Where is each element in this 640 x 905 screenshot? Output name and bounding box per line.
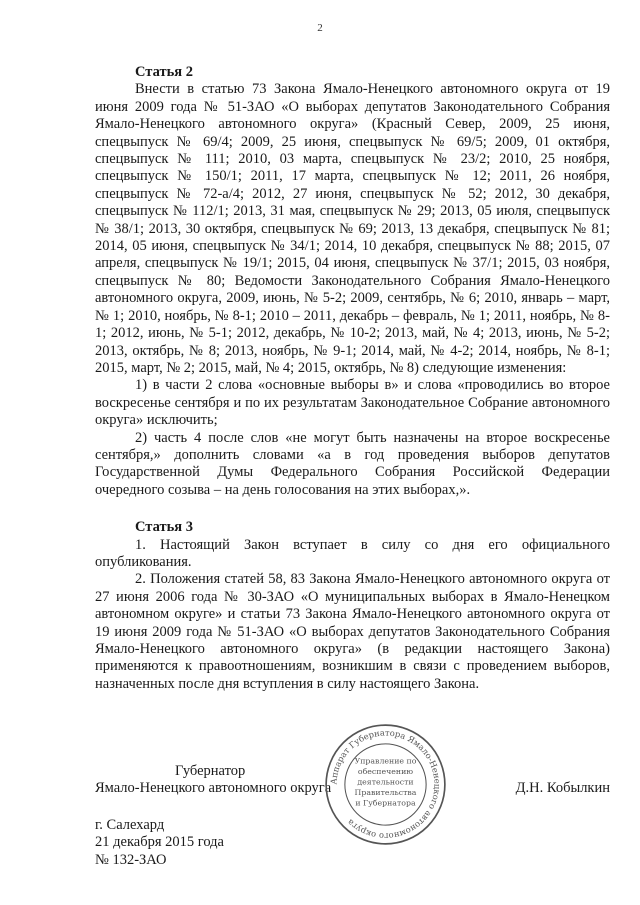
article-2-item-2: 2) часть 4 после слов «не могут быть назначены на второе воскресенье сентября,» дополнить словами «а в год проведения выборов депутатов Государственной Думы Федерального Собрания Российской Федерации очередного созыва – на день голосования на этих выборах,». xyxy=(95,429,610,498)
signatory-name: Д.Н. Кобылкин xyxy=(515,780,610,797)
seal-center-line-4: Правительства xyxy=(354,787,417,797)
article-3-title: Статья 3 xyxy=(135,519,193,536)
document-body xyxy=(95,64,610,713)
footer-law-number: № 132-ЗАО xyxy=(95,851,167,868)
seal-center-line-2: обеспечению xyxy=(357,767,414,777)
seal-center-line-5: и Губернатора xyxy=(355,798,416,808)
article-2-title: Статья 2 xyxy=(135,64,193,80)
page-number: 2 xyxy=(317,22,323,34)
signature-role-line-1: Губернатор xyxy=(175,763,246,779)
seal-ring-text: Аппарат Губернатора Ямало-Ненецкого автономного округа xyxy=(328,727,443,842)
article-2-intro: Внести в статью 73 Закона Ямало-Ненецкого автономного округа от 19 июня 2009 года № 51-ЗАО «О выборах депутатов Законодательного Собрания Ямало-Ненецкого автономного округа» (Красный Север, 2009, 25 июня, спецвыпуск № 69/4; 2009, 25 июня, спецвыпуск № 69/5; 2009, 01 октября, спецвыпуск № 111; 2010, 03 марта, спецвыпуск № 23/2; 2010, 25 ноября, спецвыпуск № 150/1; 2011, 17 марта, спецвыпуск № 12; 2011, 26 ноября, спецвыпуск № 72-а/4; 2012, 27 июня, спецвыпуск № 52; 2012, 30 декабря, спецвыпуск № 112/1; 2013, 31 мая, спецвыпуск № 29; 2013, 05 июля, спецвыпуск № 38/1; 2013, 30 октября, спецвыпуск № 69; 2013, 13 декабря, спецвыпуск № 81; 2014, 05 июня, спецвыпуск № 34/1; 2014, 10 декабря, спецвыпуск № 88; 2015, 07 апреля, спецвыпуск № 19/1; 2015, 04 июня, спецвыпуск № 37/1; 2015, 03 ноября, спецвыпуск № 80; Ведомости Законодательного Собрания Ямало-Ненецкого автономного округа, 2009, июнь, № 5-2; 2009, сентябрь, № 6; 2010, январь – март, № 1; 2010, ноябрь, № 8-1; 2010 – 2011, декабрь – февраль, № 1; 2011, ноябрь, № 8-1; 2012, июнь, № 5-1; 2012, декабрь, № 10-2; 2013, май, № 4; 2013, июнь, № 5-2; 2013, октябрь, № 8; 2013, ноябрь, № 9-1; 2014, май, № 4-2; 2014, ноябрь, № 8-1; 2015, март, № 2; 2015, май, № 4; 2015, октябрь, № 8) следующие изменения: xyxy=(95,81,610,376)
article-3-section xyxy=(95,519,610,693)
seal-center-line-1: Управление по xyxy=(354,756,417,766)
seal-center-line-3: деятельности xyxy=(357,777,414,787)
document-footer xyxy=(95,817,224,869)
article-3-paragraph-2: 2. Положения статей 58, 83 Закона Ямало-Ненецкого автономного округа от 27 июня 2006 года № 30-ЗАО «О муниципальных выборах в Ямало-Ненецком автономном округе» и статьи 73 Закона Ямало-Ненецкого автономного округа от 19 июня 2009 года № 51-ЗАО «О выборах депутатов Законодательного Собрания Ямало-Ненецкого автономного округа» (в редакции настоящего Закона) применяются к правоотношениям, возникшим в связи с проведением выборов, назначенных после дня вступления в силу настоящего Закона. xyxy=(95,571,610,692)
footer-city: г. Салехард xyxy=(95,817,165,833)
article-3-paragraph-1: 1. Настоящий Закон вступает в силу со дня его официального опубликования. xyxy=(95,536,610,570)
footer-date: 21 декабря 2015 года xyxy=(95,834,224,851)
official-seal-stamp xyxy=(323,722,448,847)
signature-role-line-2: Ямало-Ненецкого автономного округа xyxy=(95,780,332,797)
article-2-section xyxy=(95,64,610,499)
article-2-item-1: 1) в части 2 слова «основные выборы в» и слова «проводились во второе воскресенье сентября и по их результатам Законодательное Собрание автономного округа» исключить; xyxy=(95,377,610,429)
